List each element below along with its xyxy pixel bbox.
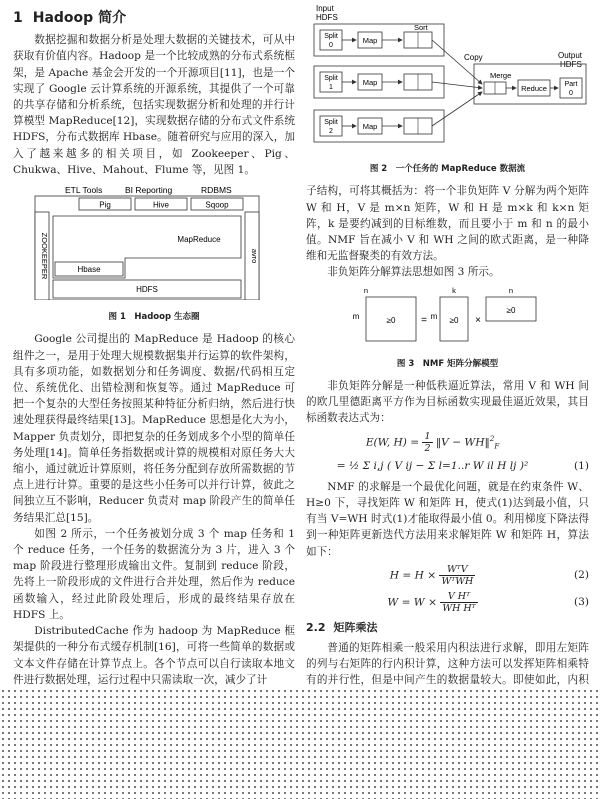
figure-mapreduce-dataflow: [306, 2, 589, 177]
svg-text:Split: Split: [324, 33, 338, 40]
label-hbase: Hbase: [77, 265, 101, 275]
equation-1-tag: (1): [573, 460, 589, 473]
label-bi-reporting: BI Reporting: [125, 185, 173, 196]
svg-text:=: =: [421, 314, 427, 326]
dotted-overlay: [0, 688, 600, 799]
equation-3: W = W × $\frac{\text{V Hᵀ}}{\text{WH Hᵀ}}$ (3): [387, 590, 589, 614]
label-mapreduce: MapReduce: [177, 235, 221, 245]
figure3-caption: 图 3 NMF 矩阵分解模型: [396, 358, 499, 369]
paragraph-nmf-idea: 非负矩阵分解算法思想如图 3 所示。: [327, 266, 500, 279]
subsection-title: 矩阵乘法: [333, 620, 378, 634]
label-hdfs: HDFS: [136, 285, 158, 295]
equation-1: E(W, H) = $\frac{1}{2}$ ‖V − WH‖$^2_F$: [365, 430, 500, 454]
equation-2: H = H × $\frac{\text{WᵀV}}{\text{WᵀWH}}$ (2): [389, 563, 589, 587]
label-sqoop: Sqoop: [205, 200, 229, 210]
svg-text:≥0: ≥0: [386, 315, 396, 325]
figure-hadoop-ecosystem: [13, 182, 295, 325]
figure1-caption: 图 1 Hadoop 生态圈: [108, 312, 200, 323]
section-number: 1: [13, 10, 23, 26]
svg-text:Split: Split: [324, 119, 338, 126]
svg-text:0: 0: [329, 42, 333, 49]
label-sort: Sort: [414, 23, 428, 32]
section-title: Hadoop 简介: [32, 10, 127, 26]
label-avro: avro: [250, 248, 259, 264]
mapreduce-dataflow-diagram: [306, 2, 589, 152]
paragraph-distributed-cache: DistributedCache 作为 hadoop 为 MapReduce 框架提供的一种分布式缓存机制[16]，可将一些简单的数据或文本文件存储在计算节点上。各个节点可以自行读取本地文件进行数据处理，运行过程中只需读取一次，减少了计: [13, 625, 295, 686]
label-merge: Merge: [490, 71, 512, 80]
svg-text:Reduce: Reduce: [521, 84, 547, 93]
left-column: [13, 0, 295, 688]
label-output-hdfs-2: HDFS: [560, 60, 582, 69]
subsection-number: 2.2: [306, 620, 326, 634]
subsection-heading: [306, 620, 589, 636]
label-zookeeper: ZOOKEEPER: [40, 232, 49, 280]
label-n-2: n: [508, 285, 514, 295]
label-input-hdfs-1: Input: [316, 4, 334, 13]
paragraph-mapreduce: Google 公司提出的 MapReduce 是 Hadoop 的核心组件之一，是用于处理大规模数据集并行运算的软件架构，具有多项功能，如数据划分和任务调度、数据/代码相互定位、系统优化、出错检测和恢复等。通过 MapReduce 可把一个复杂的大型任务按照某种特征分析归纳，然后进行快速处理获得最终结果[13]。MapReduce 思想是化大为小，Mapper 负责划分，即把复杂的任务划成多个小型的简单任务处理[14]。简单任务指数据或计算的规模相对原任务大大缩小，通过就近计算原则，将任务分配到存放所需数据的节点上进行计算。重要的是这些小任务可以并行计算，彼此之间独立互不影响，Reducer 负责对 map 阶段产生的简单任务结果汇总[15]。: [13, 333, 295, 524]
label-m-1: m: [352, 311, 360, 321]
svg-text:Map: Map: [362, 78, 378, 87]
label-input-hdfs-2: HDFS: [316, 13, 338, 22]
equation-1-line2: = ½ Σ i,j ( V ij − Σ l=1..r W il H lj )² (1): [306, 458, 589, 474]
svg-text:Split: Split: [324, 75, 338, 82]
paragraph-optimization: NMF 的求解是一个最优化问题，就是在约束条件 W、H≥0 下，寻找矩阵 W 和矩阵 H，使式(1)达到最小值，只有当 V=WH 时式(1)才能取得最小值 0。利用梯度下降法得到一种矩阵更新迭代方法用来求解矩阵 W 和矩阵 H，算法如下：: [306, 480, 589, 558]
section-heading: [13, 10, 295, 26]
label-m-2: m: [430, 311, 438, 321]
svg-text:2: 2: [329, 128, 333, 135]
svg-text:Map: Map: [362, 122, 378, 131]
right-column: [306, 0, 589, 705]
svg-text:×: ×: [475, 314, 481, 326]
svg-text:≥0: ≥0: [506, 305, 516, 315]
paragraph-dataflow: 如图 2 所示，一个任务被划分成 3 个 map 任务和 1 个 reduce 任务，一个任务的数据流分为 3 片，进入 3 个 map 阶段进行整理形成输出文件。复制到 reduce 阶段，先将上一阶段形成的文件进行合并处理，然后作为 reduce 函数输入，经过此阶段处理后，形成的最终结果存放在 HDFS 上。: [13, 527, 295, 621]
svg-text:Part: Part: [564, 81, 578, 88]
paragraph-matrix-multiplication: 普通的矩阵相乘一般采用内积法进行求解，即用左矩阵的列与右矩阵的行内积计算，这种方法可以发挥矩阵相乘特有的并行性，但是中间产生的数据量较大。即使如此，内积: [306, 641, 589, 687]
svg-text:1: 1: [329, 84, 333, 91]
figure2-caption: 图 2 一个任务的 MapReduce 数据流: [369, 164, 526, 175]
figure-nmf-model: [306, 285, 589, 372]
label-hive: Hive: [152, 200, 170, 210]
paragraph-intro: 数据挖掘和数据分析是处理大数据的关键技术，可从中获取有价值内容。Hadoop 是一个比较成熟的分布式系统框架，是 Apache 基金会开发的一个开源项目[11]，也是一个实现了 Google 云计算系统的开源系统，其提供了一个可靠的共享存储和分析系统，包括实现数据分析和处理的并行计算模型 MapReduce[12]，实现数据存储的分布式文件系统 HDFS，分布式数据库 Hbase。随着研究与应用的深入，加入了越来越多的相关项目，如 Zookeeper、Pig、Chukwa、Hive、Mahout、Flume 等，见图 1。: [13, 34, 295, 176]
label-etl-tools: ETL Tools: [65, 185, 103, 196]
label-k-1: k: [452, 285, 456, 295]
label-copy: Copy: [464, 53, 483, 62]
label-n-1: n: [363, 285, 369, 295]
label-output-hdfs-1: Output: [558, 51, 583, 60]
paragraph-objective: 非负矩阵分解是一种低秩逼近算法，常用 V 和 WH 间的欧几里德距离平方作为目标函数实现最佳逼近效果，其目标函数表达式为：: [306, 380, 589, 425]
svg-text:0: 0: [569, 90, 573, 97]
svg-text:Map: Map: [362, 36, 378, 45]
label-pig: Pig: [99, 200, 111, 210]
hadoop-ecosystem-diagram: [13, 182, 295, 300]
paragraph-nmf-definition: 子结构，可将其概括为：将一个非负矩阵 V 分解为两个矩阵 W 和 H，V 是 m×n 矩阵，W 和 H 是 m×k 和 k×n 矩阵，k 是要约减到的目标维数，而且要小于 m 和 n 的最小值。NMF 旨在减小 V 和 WH 之间的欧式距离，是一种降维和无监督聚类的有效方法。: [306, 185, 589, 263]
label-rdbms: RDBMS: [201, 185, 232, 196]
svg-text:≥0: ≥0: [449, 315, 459, 325]
nmf-model-diagram: [306, 285, 589, 347]
